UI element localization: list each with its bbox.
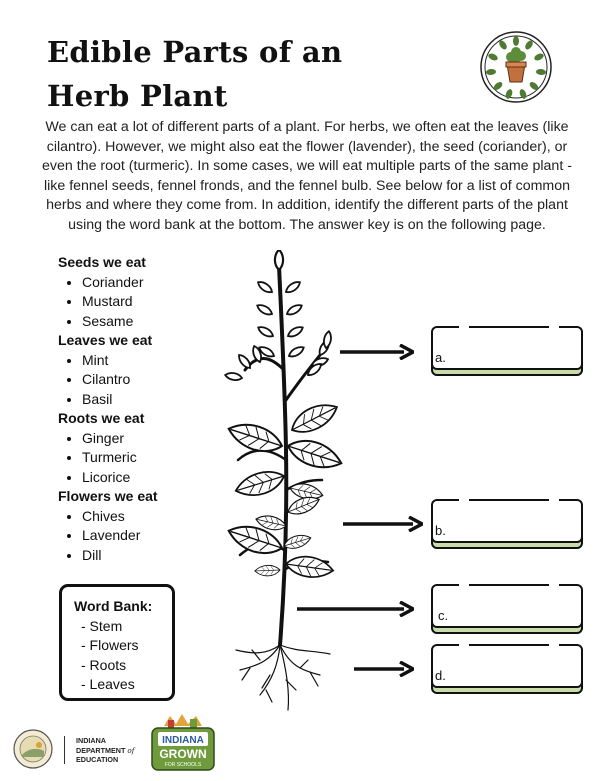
title-line-2: Herb Plant xyxy=(47,79,228,113)
doe-line-3: EDUCATION xyxy=(76,755,119,764)
ig-line-2: GROWN xyxy=(159,747,207,761)
doe-wordmark xyxy=(76,736,134,765)
category-heading-flowers: Flowers we eat xyxy=(58,488,158,504)
answer-label-a: a. xyxy=(435,350,446,365)
category-heading-seeds: Seeds we eat xyxy=(58,254,146,270)
indiana-state-seal xyxy=(13,729,53,769)
answer-label-c: c. xyxy=(438,608,449,623)
category-heading-roots: Roots we eat xyxy=(58,410,145,426)
list-item: • Mint xyxy=(82,351,218,371)
arrow-d xyxy=(354,661,414,677)
word-bank-heading: Word Bank: xyxy=(74,598,153,614)
answer-box-d[interactable] xyxy=(431,644,583,694)
edible-parts-list xyxy=(58,253,218,565)
answer-box-c[interactable] xyxy=(431,584,583,634)
doe-line-1: INDIANA xyxy=(76,736,106,745)
answer-box-a[interactable] xyxy=(431,326,583,376)
word-bank-item: - Roots xyxy=(81,656,127,673)
flowers-list xyxy=(58,507,218,566)
list-item: • Mustard xyxy=(82,292,218,312)
arrow-b xyxy=(343,516,423,532)
page-title xyxy=(47,30,342,118)
herb-pot-logo xyxy=(479,30,553,104)
word-bank-item: - Leaves xyxy=(81,676,135,692)
arrow-a xyxy=(340,344,414,360)
list-item: • Lavender xyxy=(82,526,218,546)
answer-box-b[interactable] xyxy=(431,499,583,549)
arrow-c xyxy=(297,601,414,617)
footer-divider xyxy=(64,736,65,764)
list-item: • Turmeric xyxy=(82,448,218,468)
title-line-1: Edible Parts of an xyxy=(47,35,343,69)
list-item: • Basil xyxy=(82,390,218,410)
seeds-list xyxy=(58,273,218,332)
answer-label-d: d. xyxy=(435,668,446,683)
list-item: • Chives xyxy=(82,507,218,527)
leaves-list xyxy=(58,351,218,410)
doe-line-2: DEPARTMENT xyxy=(76,745,126,755)
doe-of: of xyxy=(127,745,135,755)
roots-list xyxy=(58,429,218,488)
list-item: • Sesame xyxy=(82,312,218,332)
intro-paragraph: We can eat a lot of different parts of a plant. For herbs, we often eat the leaves (like cilantro). However, we might also eat the flower (lavender), the seed (coriander), or even the root (turmeric). In some cases, we will eat multiple parts of the same plant - like fennel seeds, fennel fronds, and the fennel bulb. See below for a list of common herbs and where they come from. In addition, identify the different parts of the plant using the word bank at the bottom. The answer key is on the following page. xyxy=(42,119,572,233)
word-bank-item: - Flowers xyxy=(81,637,139,653)
answer-label-b: b. xyxy=(435,523,446,538)
list-item: • Ginger xyxy=(82,429,218,449)
category-heading-leaves: Leaves we eat xyxy=(58,332,153,348)
footer-logos xyxy=(13,712,233,772)
word-bank-item: - Stem xyxy=(81,617,123,634)
list-item: • Cilantro xyxy=(82,370,218,390)
word-bank xyxy=(59,584,175,701)
list-item: • Dill xyxy=(82,546,218,566)
ig-line-3: FOR SCHOOLS xyxy=(164,762,202,768)
herb-plant-illustration xyxy=(200,250,430,720)
indiana-grown-logo xyxy=(150,714,216,772)
list-item: • Licorice xyxy=(82,468,218,488)
list-item: • Coriander xyxy=(82,273,218,293)
ig-line-1: INDIANA xyxy=(162,735,204,746)
